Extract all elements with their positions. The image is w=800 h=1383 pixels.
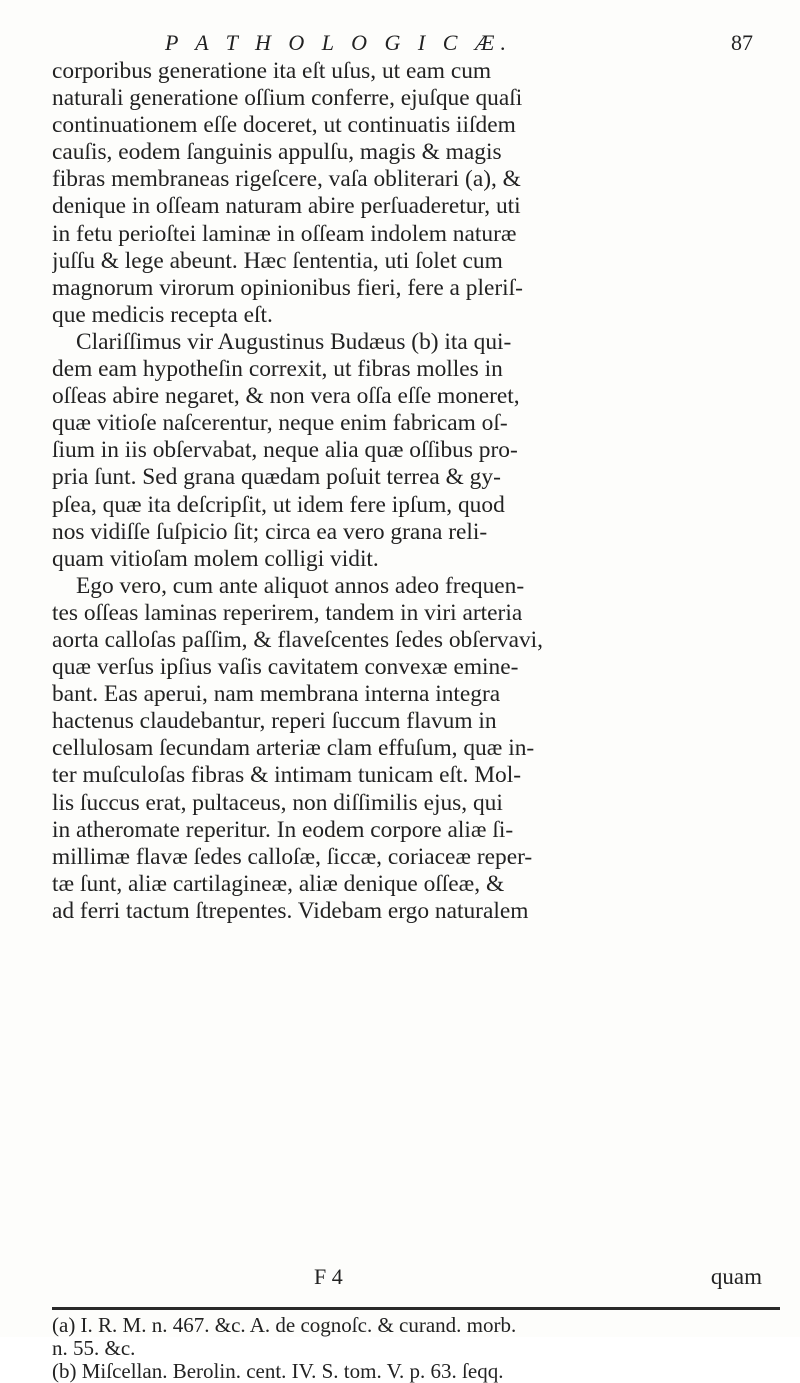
text-line: Ego vero, cum ante aliquot annos adeo frequen- bbox=[76, 572, 525, 599]
text-line: naturali generatione oſſium conferre, ejuſque quaſi bbox=[52, 85, 523, 112]
footnote: (a) I. R. M. n. 467. &c. A. de cognoſc. & curand. morb. bbox=[52, 1314, 517, 1337]
text-line: continuationem eſſe doceret, ut continuatis iiſdem bbox=[52, 112, 516, 139]
text-line: dem eam hypotheſin correxit, ut fibras molles in bbox=[52, 356, 503, 383]
page-header bbox=[55, 30, 755, 60]
footnote: (b) Miſcellan. Berolin. cent. IV. S. tom. V. p. 63. ſeqq. bbox=[52, 1360, 504, 1383]
text-line: que medicis recepta eſt. bbox=[52, 301, 273, 328]
text-line: aorta calloſas paſſim, & flaveſcentes ſedes obſervavi, bbox=[52, 626, 544, 653]
text-line: in fetu perioſtei laminæ in oſſeam indolem naturæ bbox=[52, 220, 517, 247]
running-title: P A T H O L O G I C Æ. bbox=[165, 30, 512, 55]
text-line: bant. Eas aperui, nam membrana interna integra bbox=[52, 681, 501, 708]
text-line: corporibus generatione ita eſt uſus, ut eam cum bbox=[52, 58, 492, 84]
footnotes bbox=[52, 1314, 780, 1383]
text-line: millimæ flavæ ſedes calloſæ, ſiccæ, coriaceæ reper- bbox=[52, 843, 533, 870]
text-line: cauſis, eodem ſanguinis appulſu, magis & magis bbox=[52, 139, 502, 166]
page-number: 87 bbox=[731, 30, 753, 55]
text-line: cellulosam ſecundam arteriæ clam effuſum, quæ in- bbox=[52, 735, 535, 762]
text-line: quæ vitioſe naſcerentur, neque enim fabricam oſ- bbox=[52, 410, 508, 437]
text-line: fibras membraneas rigeſcere, vaſa obliterari (a), & bbox=[52, 166, 521, 193]
catchline bbox=[52, 1264, 772, 1292]
text-line: tes oſſeas laminas reperirem, tandem in viri arteria bbox=[52, 599, 523, 626]
footnote-divider bbox=[52, 1307, 780, 1310]
text-line: pria ſunt. Sed grana quædam poſuit terrea & gy- bbox=[52, 464, 501, 491]
text-line: ter muſculoſas fibras & intimam tunicam eſt. Mol- bbox=[52, 762, 522, 789]
catchword: quam bbox=[710, 1264, 762, 1289]
footnote: n. 55. &c. bbox=[52, 1337, 136, 1360]
body-text bbox=[52, 58, 772, 925]
text-line: hactenus claudebantur, reperi ſuccum flavum in bbox=[52, 708, 497, 735]
text-line: quæ verſus ipſius vaſis cavitatem convexæ emine- bbox=[52, 654, 519, 681]
text-line: tæ ſunt, aliæ cartilagineæ, aliæ denique oſſeæ, & bbox=[52, 870, 505, 897]
signature-mark: F 4 bbox=[314, 1264, 343, 1289]
text-line: Clariſſimus vir Augustinus Budæus (b) ita qui- bbox=[76, 328, 512, 355]
text-line: magnorum virorum opinionibus fieri, fere a pleriſ- bbox=[52, 274, 523, 301]
text-line: lis ſuccus erat, pultaceus, non diſſimilis ejus, qui bbox=[52, 789, 503, 816]
text-line: quam vitioſam molem colligi vidit. bbox=[52, 545, 379, 572]
text-line: oſſeas abire negaret, & non vera oſſa eſſe moneret, bbox=[52, 383, 520, 410]
text-line: denique in oſſeam naturam abire perſuaderetur, uti bbox=[52, 193, 521, 220]
text-line: in atheromate reperitur. In eodem corpore aliæ ſi- bbox=[52, 816, 514, 843]
text-line: juſſu & lege abeunt. Hæc ſententia, uti ſolet cum bbox=[52, 247, 503, 274]
text-line: ad ferri tactum ſtrepentes. Videbam ergo naturalem bbox=[52, 897, 529, 924]
text-line: pſea, quæ ita deſcripſit, ut idem fere ipſum, quod bbox=[52, 491, 505, 518]
text-line: ſium in iis obſervabat, neque alia quæ oſſibus pro- bbox=[52, 437, 518, 464]
text-line: nos vidiſſe ſuſpicio ſit; circa ea vero grana reli- bbox=[52, 518, 488, 545]
